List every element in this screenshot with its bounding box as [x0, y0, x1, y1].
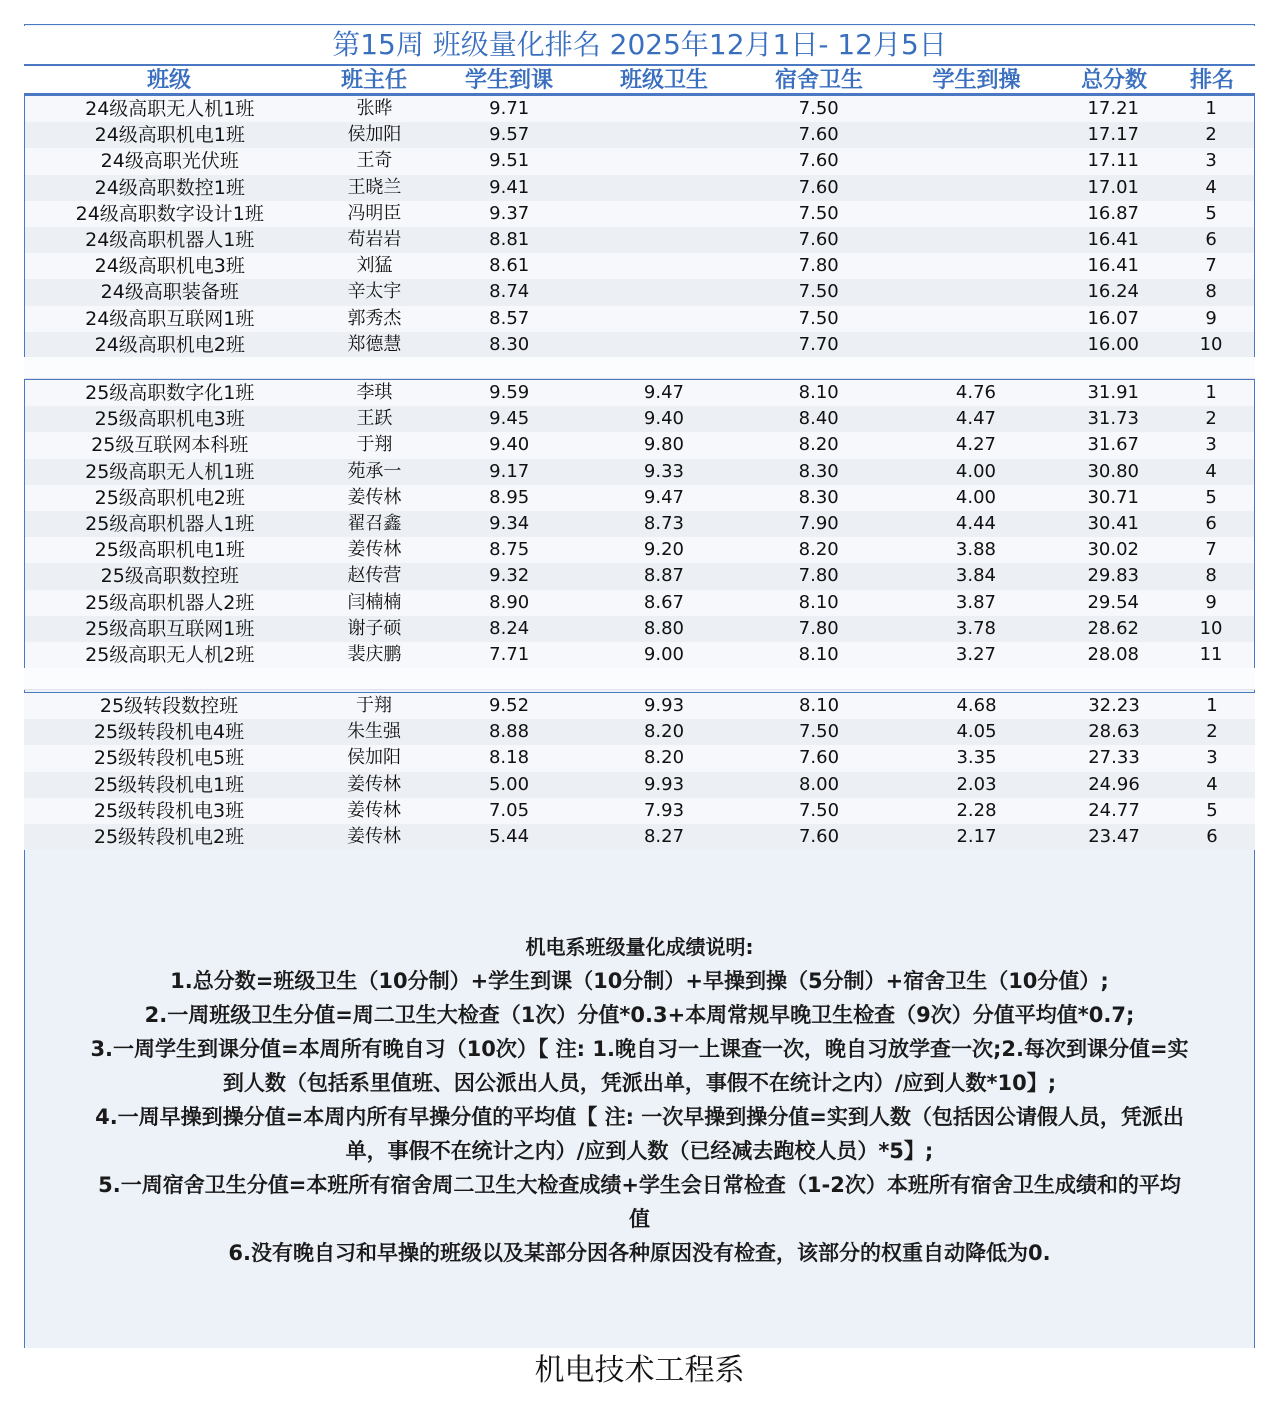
cell-rank: 4: [1205, 176, 1217, 198]
cell-class: 25级高职机电1班: [94, 539, 245, 562]
table-row: [25, 511, 1254, 537]
cell-teacher: 苑承一: [347, 460, 402, 482]
cell-class: 24级高职光伏班: [100, 150, 239, 173]
cell-dorm-hygiene: 7.80: [798, 255, 839, 277]
cell-teacher: 姜传林: [347, 825, 401, 847]
page-title: 第15周 班级量化排名 2025年12月1日- 12月5日: [24, 26, 1255, 64]
table-row: [25, 406, 1254, 432]
cell-teacher: 辛太宇: [347, 281, 402, 303]
cell-dorm-hygiene: 7.60: [798, 150, 839, 172]
cell-teacher: 苟岩岩: [347, 228, 402, 250]
cell-exercise: [894, 96, 1059, 122]
cell-rank: 5: [1205, 486, 1217, 508]
cell-dorm-hygiene: 7.80: [798, 565, 839, 587]
cell-dorm-hygiene: 7.50: [798, 799, 840, 821]
cell-dorm-hygiene: 7.50: [798, 721, 840, 743]
cell-attendance: 5.00: [488, 773, 530, 795]
cell-dorm-hygiene: 7.50: [798, 202, 839, 224]
cell-class-hygiene: 8.27: [643, 825, 685, 847]
notes-line: 单，事假不在统计之内）/应到人数（已经减去跑校人员）*5】;: [345, 1139, 934, 1163]
header-class: 班级: [146, 68, 191, 93]
cell-dorm-hygiene: 7.50: [798, 98, 839, 119]
table-row: [24, 745, 1255, 771]
cell-class-hygiene: 8.73: [643, 512, 684, 534]
cell-rank: 2: [1206, 721, 1218, 743]
notes-line: 2.一周班级卫生分值=周二卫生大检查（1次）分值*0.3+本周常规早晚卫生检查（9次）分值平均值*0.7;: [144, 1003, 1135, 1027]
table-row: [25, 590, 1254, 616]
cell-class: 24级高职互联网1班: [85, 307, 255, 330]
cell-rank: 1: [1205, 382, 1217, 403]
header-total: 总分数: [1080, 68, 1147, 93]
table-row: [25, 253, 1254, 279]
table-header: [24, 64, 1255, 95]
cell-class: 25级互联网本科班: [91, 434, 249, 457]
cell-rank: 7: [1205, 255, 1217, 277]
cell-class-hygiene: 8.80: [643, 617, 684, 639]
header-rank: 排名: [1189, 68, 1234, 93]
cell-exercise: 3.88: [955, 539, 996, 561]
cell-class-hygiene: 7.93: [643, 799, 685, 821]
cell-total: 31.73: [1087, 408, 1139, 430]
cell-class: 25级高职数控班: [100, 565, 239, 588]
cell-attendance: 8.81: [489, 228, 530, 250]
cell-teacher: 姜传林: [347, 539, 402, 561]
cell-exercise: [894, 122, 1059, 148]
cell-rank: 3: [1206, 747, 1218, 769]
cell-total: 24.77: [1088, 799, 1140, 821]
cell-dorm-hygiene: 8.10: [798, 695, 840, 716]
cell-total: 28.62: [1087, 617, 1139, 639]
notes-line: 3.一周学生到课分值=本周所有晚自习（10次）【 注: 1.晚自习一上课查一次，晚自习放学查一次;2.每次到课分值=实: [90, 1037, 1189, 1061]
cell-class: 25级高职互联网1班: [85, 617, 255, 640]
cell-total: 16.87: [1087, 202, 1139, 224]
cell-rank: 6: [1205, 512, 1217, 534]
cell-total: 31.67: [1087, 434, 1139, 456]
cell-dorm-hygiene: 7.60: [798, 176, 839, 198]
cell-attendance: 8.75: [489, 539, 530, 561]
cell-rank: 3: [1205, 150, 1217, 172]
cell-attendance: 9.45: [489, 408, 530, 430]
cell-exercise: 3.35: [956, 747, 997, 769]
cell-teacher: 侯加阳: [347, 747, 401, 769]
table-row: [25, 148, 1254, 174]
cell-attendance: 7.71: [489, 643, 530, 665]
header-exercise: 学生到操: [932, 68, 1021, 93]
table-row: [25, 459, 1254, 485]
header-attendance: 学生到课: [464, 68, 553, 93]
cell-exercise: [894, 201, 1059, 227]
cell-exercise: [894, 332, 1059, 358]
table-row: [25, 227, 1254, 253]
cell-total: 30.71: [1087, 486, 1139, 508]
cell-rank: 8: [1205, 281, 1217, 303]
cell-teacher: 姜传林: [347, 799, 401, 821]
notes-line: 到人数（包括系里值班、因公派出人员，凭派出单，事假不在统计之内）/应到人数*10】;: [222, 1071, 1057, 1095]
table-row: [24, 824, 1255, 850]
cell-exercise: [894, 253, 1059, 279]
cell-rank: 2: [1205, 124, 1217, 146]
cell-dorm-hygiene: 8.10: [798, 591, 839, 613]
cell-exercise: 4.00: [955, 460, 996, 482]
table-row: [25, 616, 1254, 642]
notes-line: 5.一周宿舍卫生分值=本班所有宿舍周二卫生大检查成绩+学生会日常检查（1-2次）本班所有宿舍卫生成绩和的平均: [98, 1173, 1181, 1197]
cell-class-hygiene: [584, 227, 744, 253]
cell-dorm-hygiene: 7.60: [798, 124, 839, 146]
notes-line: 1.总分数=班级卫生（10分制）+学生到课（10分制）+早操到操（5分制）+宿舍卫生（10分值）;: [170, 969, 1109, 993]
cell-exercise: [894, 306, 1059, 332]
table-row: [25, 642, 1254, 668]
cell-rank: 4: [1205, 460, 1217, 482]
header-class-hygiene: 班级卫生: [619, 68, 708, 93]
cell-rank: 3: [1205, 434, 1217, 456]
cell-rank: 1: [1205, 98, 1217, 119]
header-teacher: 班主任: [340, 68, 407, 93]
cell-exercise: 4.00: [955, 486, 996, 508]
cell-total: 16.07: [1087, 307, 1139, 329]
cell-rank: 11: [1199, 643, 1223, 665]
cell-total: 29.54: [1087, 591, 1139, 613]
cell-total: 17.01: [1087, 176, 1139, 198]
cell-attendance: 9.34: [489, 512, 530, 534]
cell-total: 16.00: [1087, 333, 1139, 355]
notes-title: 机电系班级量化成绩说明:: [525, 935, 754, 959]
cell-dorm-hygiene: 7.50: [798, 307, 839, 329]
cell-class: 24级高职无人机1班: [85, 98, 255, 120]
table-row: [25, 485, 1254, 511]
notes-block: [24, 930, 1255, 1270]
cell-attendance: 9.41: [489, 176, 530, 198]
cell-attendance: 7.05: [488, 799, 530, 821]
cell-dorm-hygiene: 7.60: [798, 825, 840, 847]
cell-exercise: 3.87: [955, 591, 996, 613]
cell-total: 31.91: [1087, 382, 1139, 403]
cell-class-hygiene: 9.47: [643, 486, 684, 508]
cell-class-hygiene: [584, 332, 744, 358]
cell-class: 25级高职机电3班: [94, 408, 245, 431]
cell-teacher: 王晓兰: [347, 176, 402, 198]
cell-dorm-hygiene: 8.30: [798, 460, 839, 482]
cell-teacher: 郑德慧: [347, 333, 402, 355]
cell-attendance: 9.17: [489, 460, 530, 482]
table-row: [24, 693, 1255, 719]
table-section-transfer: [24, 692, 1255, 850]
cell-dorm-hygiene: 8.20: [798, 434, 839, 456]
cell-class: 24级高职机电1班: [94, 124, 245, 147]
cell-total: 30.80: [1087, 460, 1139, 482]
cell-total: 29.83: [1087, 565, 1139, 587]
cell-teacher: 于翔: [356, 434, 393, 456]
table-row: [24, 719, 1255, 745]
cell-total: 16.41: [1087, 228, 1139, 250]
cell-class: 25级转段机电5班: [93, 747, 245, 770]
cell-class: 25级高职机电2班: [94, 486, 245, 509]
cell-dorm-hygiene: 7.60: [798, 228, 839, 250]
cell-class-hygiene: 8.20: [643, 747, 685, 769]
cell-class: 24级高职机器人1班: [85, 228, 255, 251]
cell-teacher: 王奇: [356, 150, 393, 172]
table-row: [25, 201, 1254, 227]
cell-class: 25级转段机电2班: [93, 825, 245, 848]
cell-class-hygiene: 8.20: [643, 721, 685, 743]
cell-class-hygiene: 9.47: [643, 382, 684, 403]
cell-teacher: 冯明臣: [347, 202, 402, 224]
cell-class-hygiene: 9.00: [643, 643, 684, 665]
cell-total: 17.17: [1087, 124, 1139, 146]
cell-attendance: 9.59: [489, 382, 530, 403]
cell-rank: 5: [1205, 202, 1217, 224]
cell-class-hygiene: [584, 253, 744, 279]
cell-attendance: 9.71: [489, 98, 530, 119]
cell-attendance: 9.52: [488, 695, 530, 716]
cell-class: 24级高职数控1班: [94, 176, 245, 199]
cell-exercise: 3.84: [955, 565, 996, 587]
cell-class-hygiene: [584, 175, 744, 201]
cell-attendance: 8.18: [488, 747, 530, 769]
cell-teacher: 郭秀杰: [347, 307, 402, 329]
cell-total: 24.96: [1088, 773, 1140, 795]
cell-total: 23.47: [1088, 825, 1140, 847]
cell-exercise: 2.28: [956, 799, 997, 821]
cell-rank: 7: [1205, 539, 1217, 561]
cell-class-hygiene: 8.67: [643, 591, 684, 613]
cell-exercise: [894, 148, 1059, 174]
cell-teacher: 谢子硕: [347, 617, 402, 639]
cell-attendance: 8.61: [489, 255, 530, 277]
cell-class-hygiene: [584, 96, 744, 122]
cell-attendance: 5.44: [488, 825, 530, 847]
cell-attendance: 8.57: [489, 307, 530, 329]
cell-class: 25级转段机电1班: [93, 773, 245, 796]
cell-class-hygiene: 9.40: [643, 408, 684, 430]
cell-dorm-hygiene: 8.10: [798, 643, 839, 665]
cell-attendance: 8.74: [489, 281, 530, 303]
cell-class: 25级转段数控班: [99, 695, 239, 717]
table-row: [25, 122, 1254, 148]
cell-teacher: 闫楠楠: [347, 591, 402, 613]
table-row: [25, 537, 1254, 563]
cell-class-hygiene: 9.93: [643, 773, 685, 795]
cell-exercise: 3.27: [955, 643, 996, 665]
cell-exercise: 3.78: [955, 617, 996, 639]
table-section-25: [24, 379, 1255, 669]
cell-teacher: 张晔: [356, 98, 393, 119]
cell-attendance: 8.88: [488, 721, 530, 743]
table-row: [25, 563, 1254, 589]
cell-teacher: 翟召鑫: [347, 512, 402, 534]
cell-exercise: 2.17: [956, 825, 997, 847]
cell-dorm-hygiene: 7.50: [798, 281, 839, 303]
table-section-24: [24, 95, 1255, 359]
cell-class-hygiene: 9.20: [643, 539, 684, 561]
notes-line: 6.没有晚自习和早操的班级以及某部分因各种原因没有检查，该部分的权重自动降低为0.: [228, 1241, 1051, 1265]
cell-rank: 6: [1205, 228, 1217, 250]
table-row: [25, 175, 1254, 201]
cell-class: 25级高职无人机1班: [85, 460, 255, 483]
cell-total: 32.23: [1088, 695, 1140, 716]
cell-class: 24级高职装备班: [100, 281, 239, 304]
cell-rank: 6: [1206, 825, 1218, 847]
cell-class: 24级高职数字设计1班: [75, 202, 264, 225]
cell-dorm-hygiene: 7.60: [798, 747, 840, 769]
cell-exercise: 4.47: [955, 408, 996, 430]
header-dorm-hygiene: 宿舍卫生: [774, 68, 863, 93]
notes-line: 4.一周早操到操分值=本周内所有早操分值的平均值【 注: 一次早操到操分值=实到人数（包括因公请假人员，凭派出: [95, 1105, 1184, 1129]
cell-class: 24级高职机电2班: [94, 333, 245, 356]
department-footer: 机电技术工程系: [24, 1348, 1255, 1391]
cell-attendance: 8.95: [489, 486, 530, 508]
cell-teacher: 朱生强: [347, 721, 401, 743]
cell-dorm-hygiene: 8.20: [798, 539, 839, 561]
cell-total: 30.41: [1087, 512, 1139, 534]
cell-dorm-hygiene: 7.70: [798, 333, 839, 355]
cell-exercise: [894, 227, 1059, 253]
cell-class: 25级高职机器人1班: [85, 512, 255, 535]
cell-teacher: 王跃: [356, 408, 393, 430]
cell-class-hygiene: [584, 201, 744, 227]
table-row: [25, 96, 1254, 122]
cell-teacher: 姜传林: [347, 773, 401, 795]
table-row: [24, 772, 1255, 798]
cell-rank: 10: [1199, 617, 1223, 639]
cell-class-hygiene: [584, 122, 744, 148]
cell-rank: 9: [1205, 307, 1217, 329]
cell-attendance: 8.24: [489, 617, 530, 639]
table-row: [25, 306, 1254, 332]
cell-rank: 10: [1199, 333, 1223, 355]
cell-total: 27.33: [1088, 747, 1140, 769]
cell-teacher: 于翔: [356, 695, 392, 716]
cell-attendance: 9.40: [489, 434, 530, 456]
cell-class: 25级转段机电4班: [93, 721, 245, 744]
table-row: [25, 332, 1254, 358]
cell-dorm-hygiene: 7.90: [798, 512, 839, 534]
cell-total: 28.63: [1088, 721, 1140, 743]
cell-class-hygiene: [584, 148, 744, 174]
cell-teacher: 姜传林: [347, 486, 402, 508]
cell-total: 28.08: [1087, 643, 1139, 665]
cell-teacher: 李琪: [356, 382, 393, 403]
cell-exercise: [894, 175, 1059, 201]
cell-class-hygiene: [584, 279, 744, 305]
table-row: [25, 380, 1254, 406]
cell-class-hygiene: 9.93: [643, 695, 685, 716]
cell-class-hygiene: 9.80: [643, 434, 684, 456]
cell-teacher: 赵传营: [347, 565, 402, 587]
cell-dorm-hygiene: 8.10: [798, 382, 839, 403]
cell-class: 24级高职机电3班: [94, 255, 245, 278]
cell-attendance: 9.32: [489, 565, 530, 587]
table-row: [24, 798, 1255, 824]
cell-dorm-hygiene: 7.80: [798, 617, 839, 639]
cell-exercise: 4.27: [955, 434, 996, 456]
cell-attendance: 8.30: [489, 333, 530, 355]
table-row: [25, 432, 1254, 458]
cell-exercise: 4.76: [955, 382, 996, 403]
cell-teacher: 裴庆鹏: [347, 643, 402, 665]
cell-total: 30.02: [1087, 539, 1139, 561]
section-gap: [24, 357, 1255, 379]
cell-class: 25级转段机电3班: [93, 799, 245, 822]
cell-class-hygiene: 9.33: [643, 460, 684, 482]
cell-exercise: [894, 279, 1059, 305]
cell-dorm-hygiene: 8.30: [798, 486, 839, 508]
cell-teacher: 刘猛: [356, 255, 393, 277]
cell-dorm-hygiene: 8.00: [798, 773, 840, 795]
cell-class-hygiene: [584, 306, 744, 332]
cell-dorm-hygiene: 8.40: [798, 408, 839, 430]
cell-total: 17.21: [1087, 98, 1139, 119]
cell-rank: 9: [1205, 591, 1217, 613]
cell-total: 17.11: [1087, 150, 1139, 172]
cell-total: 16.41: [1087, 255, 1139, 277]
cell-exercise: 4.68: [956, 695, 997, 716]
cell-teacher: 侯加阳: [347, 124, 402, 146]
cell-rank: 2: [1205, 408, 1217, 430]
cell-exercise: 4.44: [955, 512, 996, 534]
cell-rank: 5: [1206, 799, 1218, 821]
table-row: [25, 279, 1254, 305]
cell-attendance: 8.90: [489, 591, 530, 613]
cell-class: 25级高职数字化1班: [85, 382, 255, 404]
cell-total: 16.24: [1087, 281, 1139, 303]
cell-rank: 1: [1206, 695, 1218, 716]
cell-rank: 4: [1206, 773, 1218, 795]
cell-exercise: 2.03: [956, 773, 997, 795]
cell-class-hygiene: 8.87: [643, 565, 684, 587]
cell-rank: 8: [1205, 565, 1217, 587]
cell-attendance: 9.37: [489, 202, 530, 224]
section-gap: [24, 668, 1255, 690]
cell-class: 25级高职无人机2班: [85, 643, 255, 666]
cell-class: 25级高职机器人2班: [85, 591, 255, 614]
cell-exercise: 4.05: [956, 721, 997, 743]
cell-attendance: 9.51: [489, 150, 530, 172]
cell-attendance: 9.57: [489, 124, 530, 146]
notes-line: 值: [629, 1207, 650, 1231]
